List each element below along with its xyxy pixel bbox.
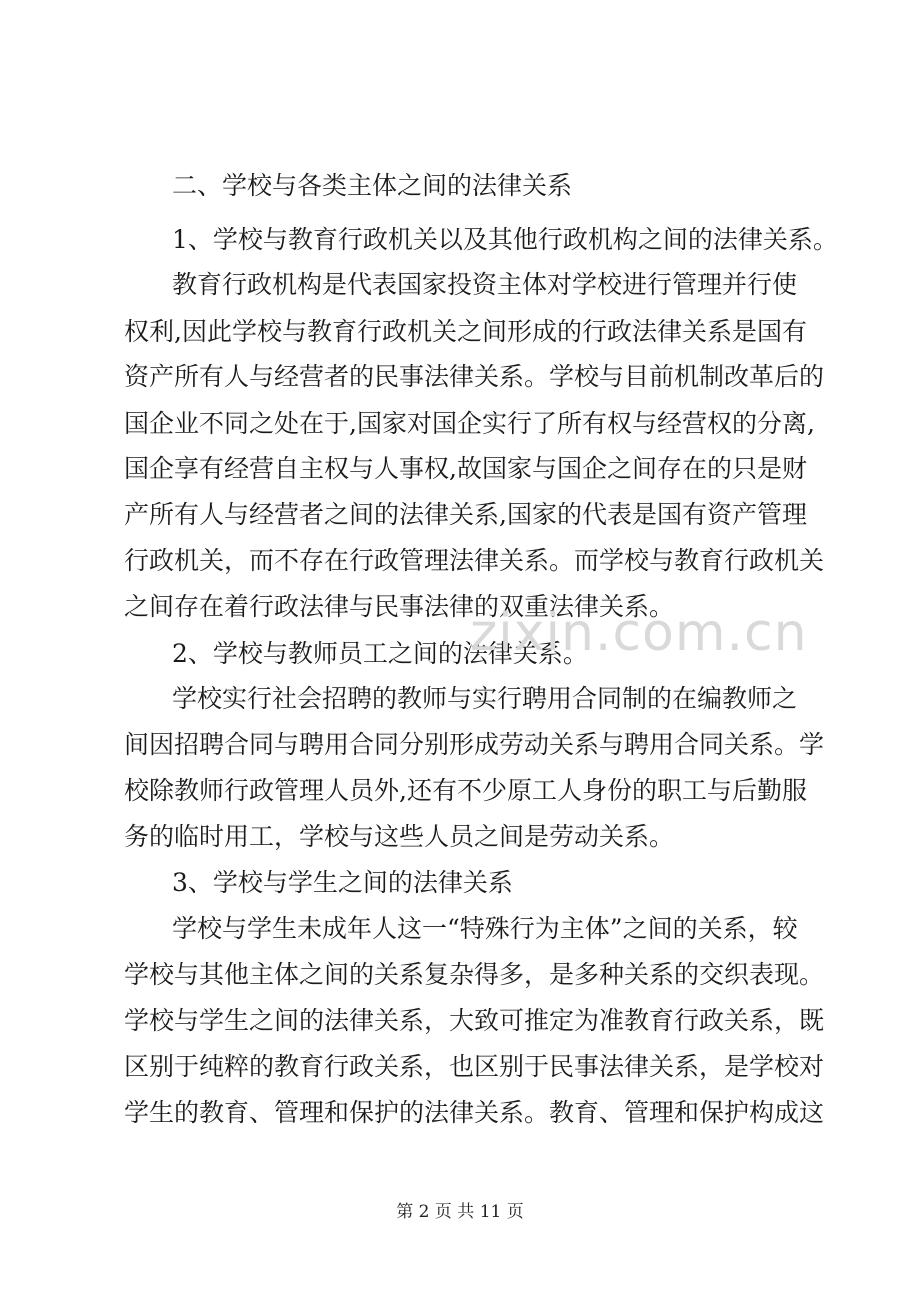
line-text: 学校与学生未成年人这一“特殊行为主体”之间的关系，较 xyxy=(172,914,798,943)
paragraph-line xyxy=(0,725,920,765)
line-text: 权利,因此学校与教育行政机关之间形成的行政法律关系是国有 xyxy=(124,317,807,346)
line-text: 教育行政机构是代表国家投资主体对学校进行管理并行使 xyxy=(172,270,798,299)
paragraph-line xyxy=(0,357,920,397)
paragraph-line xyxy=(0,955,920,995)
line-text: 行政机关，而不存在行政管理法律关系。而学校与教育行政机关 xyxy=(124,546,825,575)
paragraph-line xyxy=(0,495,920,535)
paragraph-line xyxy=(0,587,920,627)
line-text: 学生的教育、管理和保护的法律关系。教育、管理和保护构成这 xyxy=(124,1098,825,1127)
paragraph-line xyxy=(0,265,920,305)
line-text: 间因招聘合同与聘用合同分别形成劳动关系与聘用合同关系。学 xyxy=(124,730,825,759)
line-text: 产所有人与经营者之间的法律关系,国家的代表是国有资产管理 xyxy=(124,500,807,529)
line-text: 校除教师行政管理人员外,还有不少原工人身份的职工与后勤服 xyxy=(124,776,807,805)
paragraph-line xyxy=(0,541,920,581)
line-text: 资产所有人与经营者的民事法律关系。学校与目前机制改革后的 xyxy=(124,362,825,391)
paragraph-line xyxy=(0,404,920,444)
paragraph-line xyxy=(0,771,920,811)
paragraph-line xyxy=(0,1001,920,1041)
line-text: 区别于纯粹的教育行政关系，也区别于民事法律关系，是学校对 xyxy=(124,1052,825,1081)
line-text: 学校实行社会招聘的教师与实行聘用合同制的在编教师之 xyxy=(172,684,798,713)
line-text: 国企享有经营自主权与人事权,故国家与国企之间存在的只是财 xyxy=(124,454,807,483)
subheading-2 xyxy=(0,634,920,674)
page-footer: 第 2 页 共 11 页 xyxy=(396,1202,524,1222)
line-text: 学校与学生之间的法律关系，大致可推定为准教育行政关系，既 xyxy=(124,1006,825,1035)
paragraph-line xyxy=(0,312,920,352)
paragraph-line xyxy=(0,817,920,857)
line-text: 务的临时用工，学校与这些人员之间是劳动关系。 xyxy=(124,822,675,851)
line-text: 之间存在着行政法律与民事法律的双重法律关系。 xyxy=(124,592,675,621)
line-text: 国企业不同之处在于,国家对国企实行了所有权与经营权的分离, xyxy=(124,409,815,438)
subheading-text: 2、学校与教师员工之间的法律关系。 xyxy=(172,639,588,668)
paragraph-line xyxy=(0,449,920,489)
subheading-text: 1、学校与教育行政机关以及其他行政机构之间的法律关系。 xyxy=(172,225,838,254)
section-heading xyxy=(0,166,920,206)
subheading-1 xyxy=(0,220,920,260)
subheading-3 xyxy=(0,863,920,903)
paragraph-line xyxy=(0,909,920,949)
paragraph-line xyxy=(0,679,920,719)
watermark: zixin.com.cn xyxy=(470,603,808,663)
subheading-text: 3、学校与学生之间的法律关系 xyxy=(172,868,513,897)
heading-text: 二、学校与各类主体之间的法律关系 xyxy=(172,171,573,200)
paragraph-line xyxy=(0,1093,920,1133)
line-text: 学校与其他主体之间的关系复杂得多，是多种关系的交织表现。 xyxy=(124,960,825,989)
paragraph-line xyxy=(0,1047,920,1087)
